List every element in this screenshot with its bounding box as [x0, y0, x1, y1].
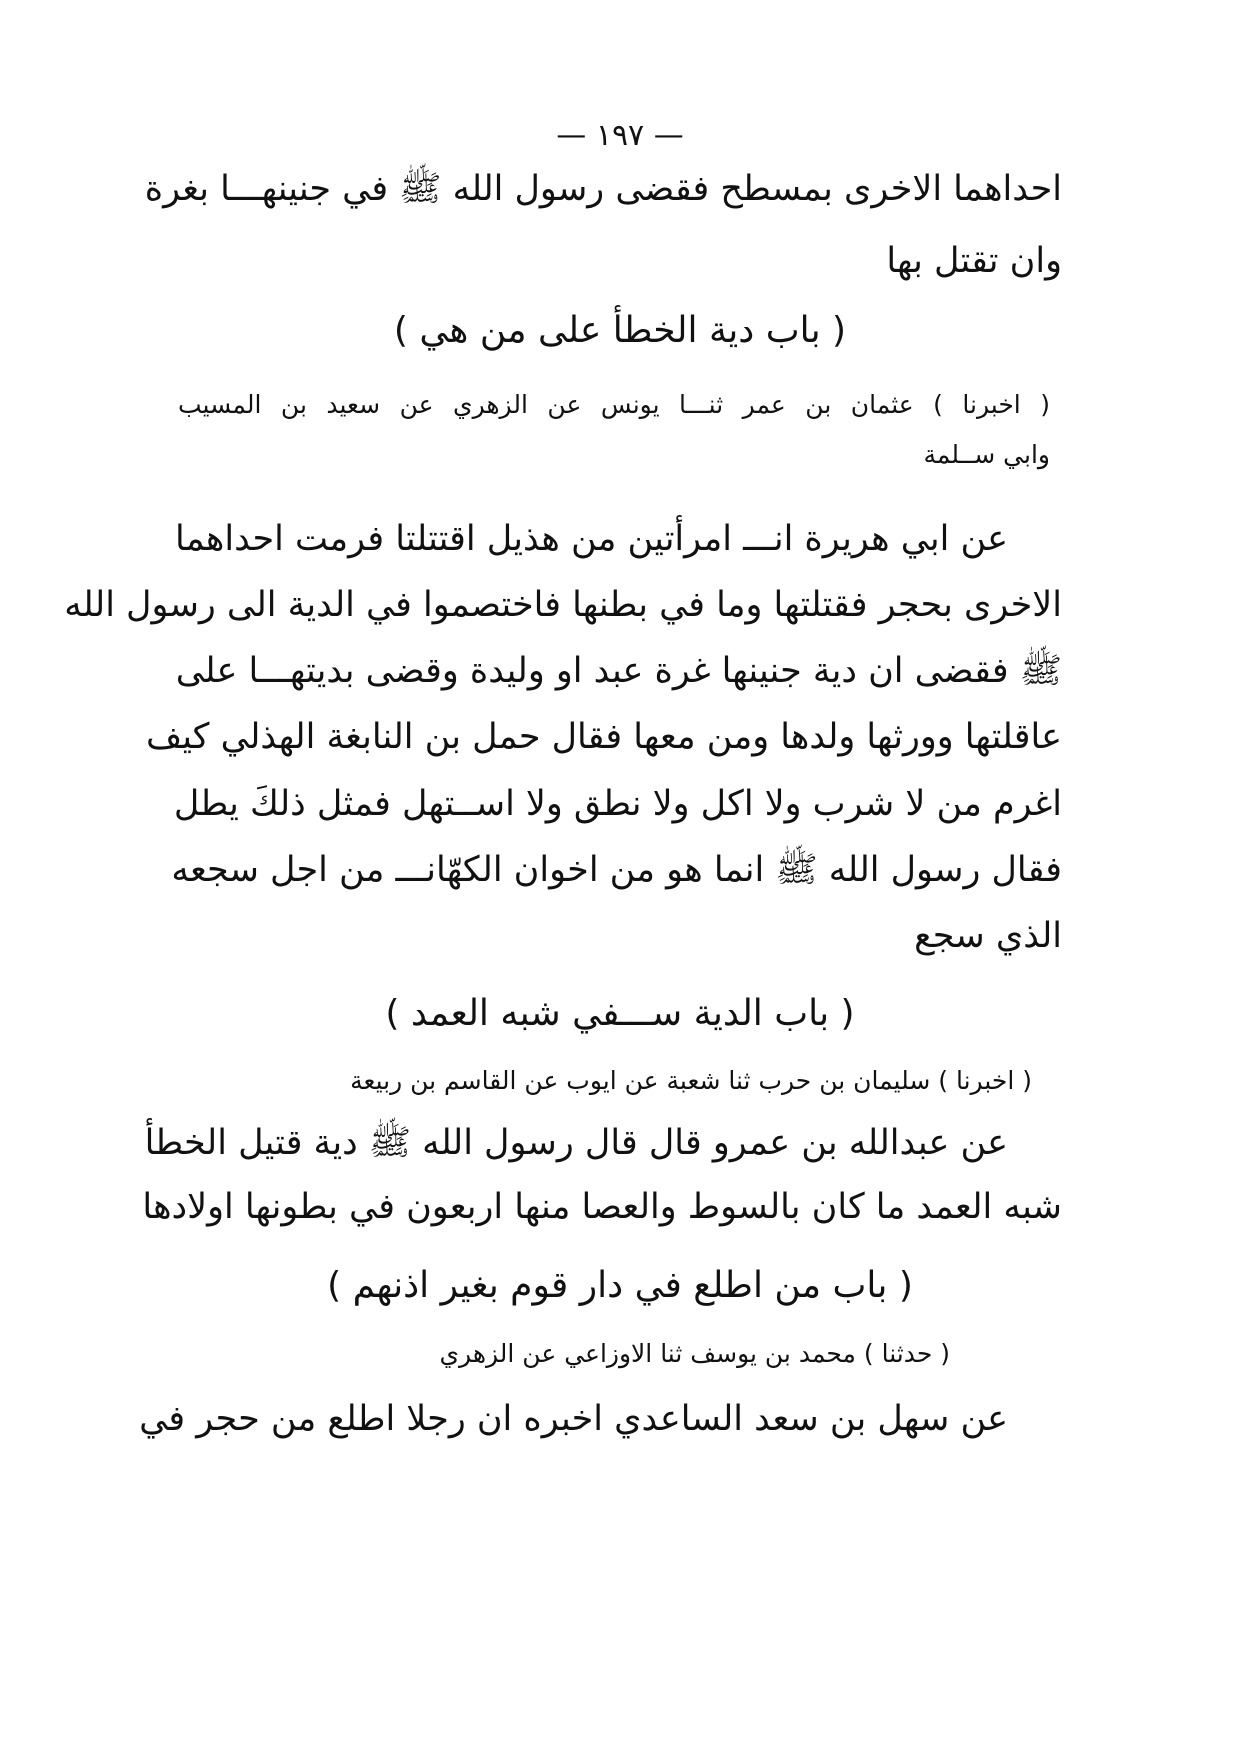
text-line: احداهما الاخرى بمسطح فقضى رسول الله ﷺ في جنينهـــا بغرة — [144, 169, 1062, 209]
isnad-line: ( حدثنا ) محمد بن يوسف ثنا الاوزاعي عن الزهري — [439, 1339, 950, 1368]
page-number: — ١٩٧ — — [556, 118, 684, 153]
text-line: عن ابي هريرة انـــ امرأتين من هذيل اقتتلتا فرمت احداهما — [175, 519, 1008, 559]
text-line: وان تقتل بها — [886, 241, 1062, 281]
text-line: عن عبدالله بن عمرو قال قال رسول الله ﷺ دية قتيل الخطأ — [144, 1123, 1008, 1163]
text-line: الذي سجع — [914, 916, 1062, 956]
isnad-line: ( اخبرنا ) سليمان بن حرب ثنا شعبة عن ايوب عن القاسم بن ربيعة — [350, 1066, 1032, 1095]
text-line: عن سهل بن سعد الساعدي اخبره ان رجلا اطلع من حجر في — [139, 1399, 1008, 1439]
text-line: اغرم من لا شرب ولا اكل ولا نطق ولا اســتهل فمثل ذلكَ يطل — [173, 784, 1062, 824]
section-heading: ( باب من اطلع في دار قوم بغير اذنهم ) — [327, 1265, 913, 1306]
text-line: ﷺ فقضى ان دية جنينها غرة عبد او وليدة وقضى بديتهـــا على — [175, 651, 1062, 691]
isnad-line: وابي ســلمة — [923, 440, 1050, 469]
text-line: عاقلتها وورثها ولدها ومن معها فقال حمل بن النابغة الهذلي كيف — [146, 717, 1062, 757]
section-heading: ( باب الدية ســـفي شبه العمد ) — [385, 993, 855, 1034]
isnad-line: ( اخبرنا ) عثمان بن عمر ثنـــا يونس عن الزهري عن سعيد بن المسيب — [178, 390, 1050, 419]
text-line: شبه العمد ما كان بالسوط والعصا منها اربعون في بطونها اولادها — [142, 1187, 1062, 1227]
section-heading: ( باب دية الخطأ على من هي ) — [393, 310, 847, 351]
text-line: الاخرى بحجر فقتلتها وما في بطنها فاختصموا في الدية الى رسول الله — [64, 585, 1062, 625]
text-line: فقال رسول الله ﷺ انما هو من اخوان الكهّانـــ من اجل سجعه — [171, 850, 1062, 890]
